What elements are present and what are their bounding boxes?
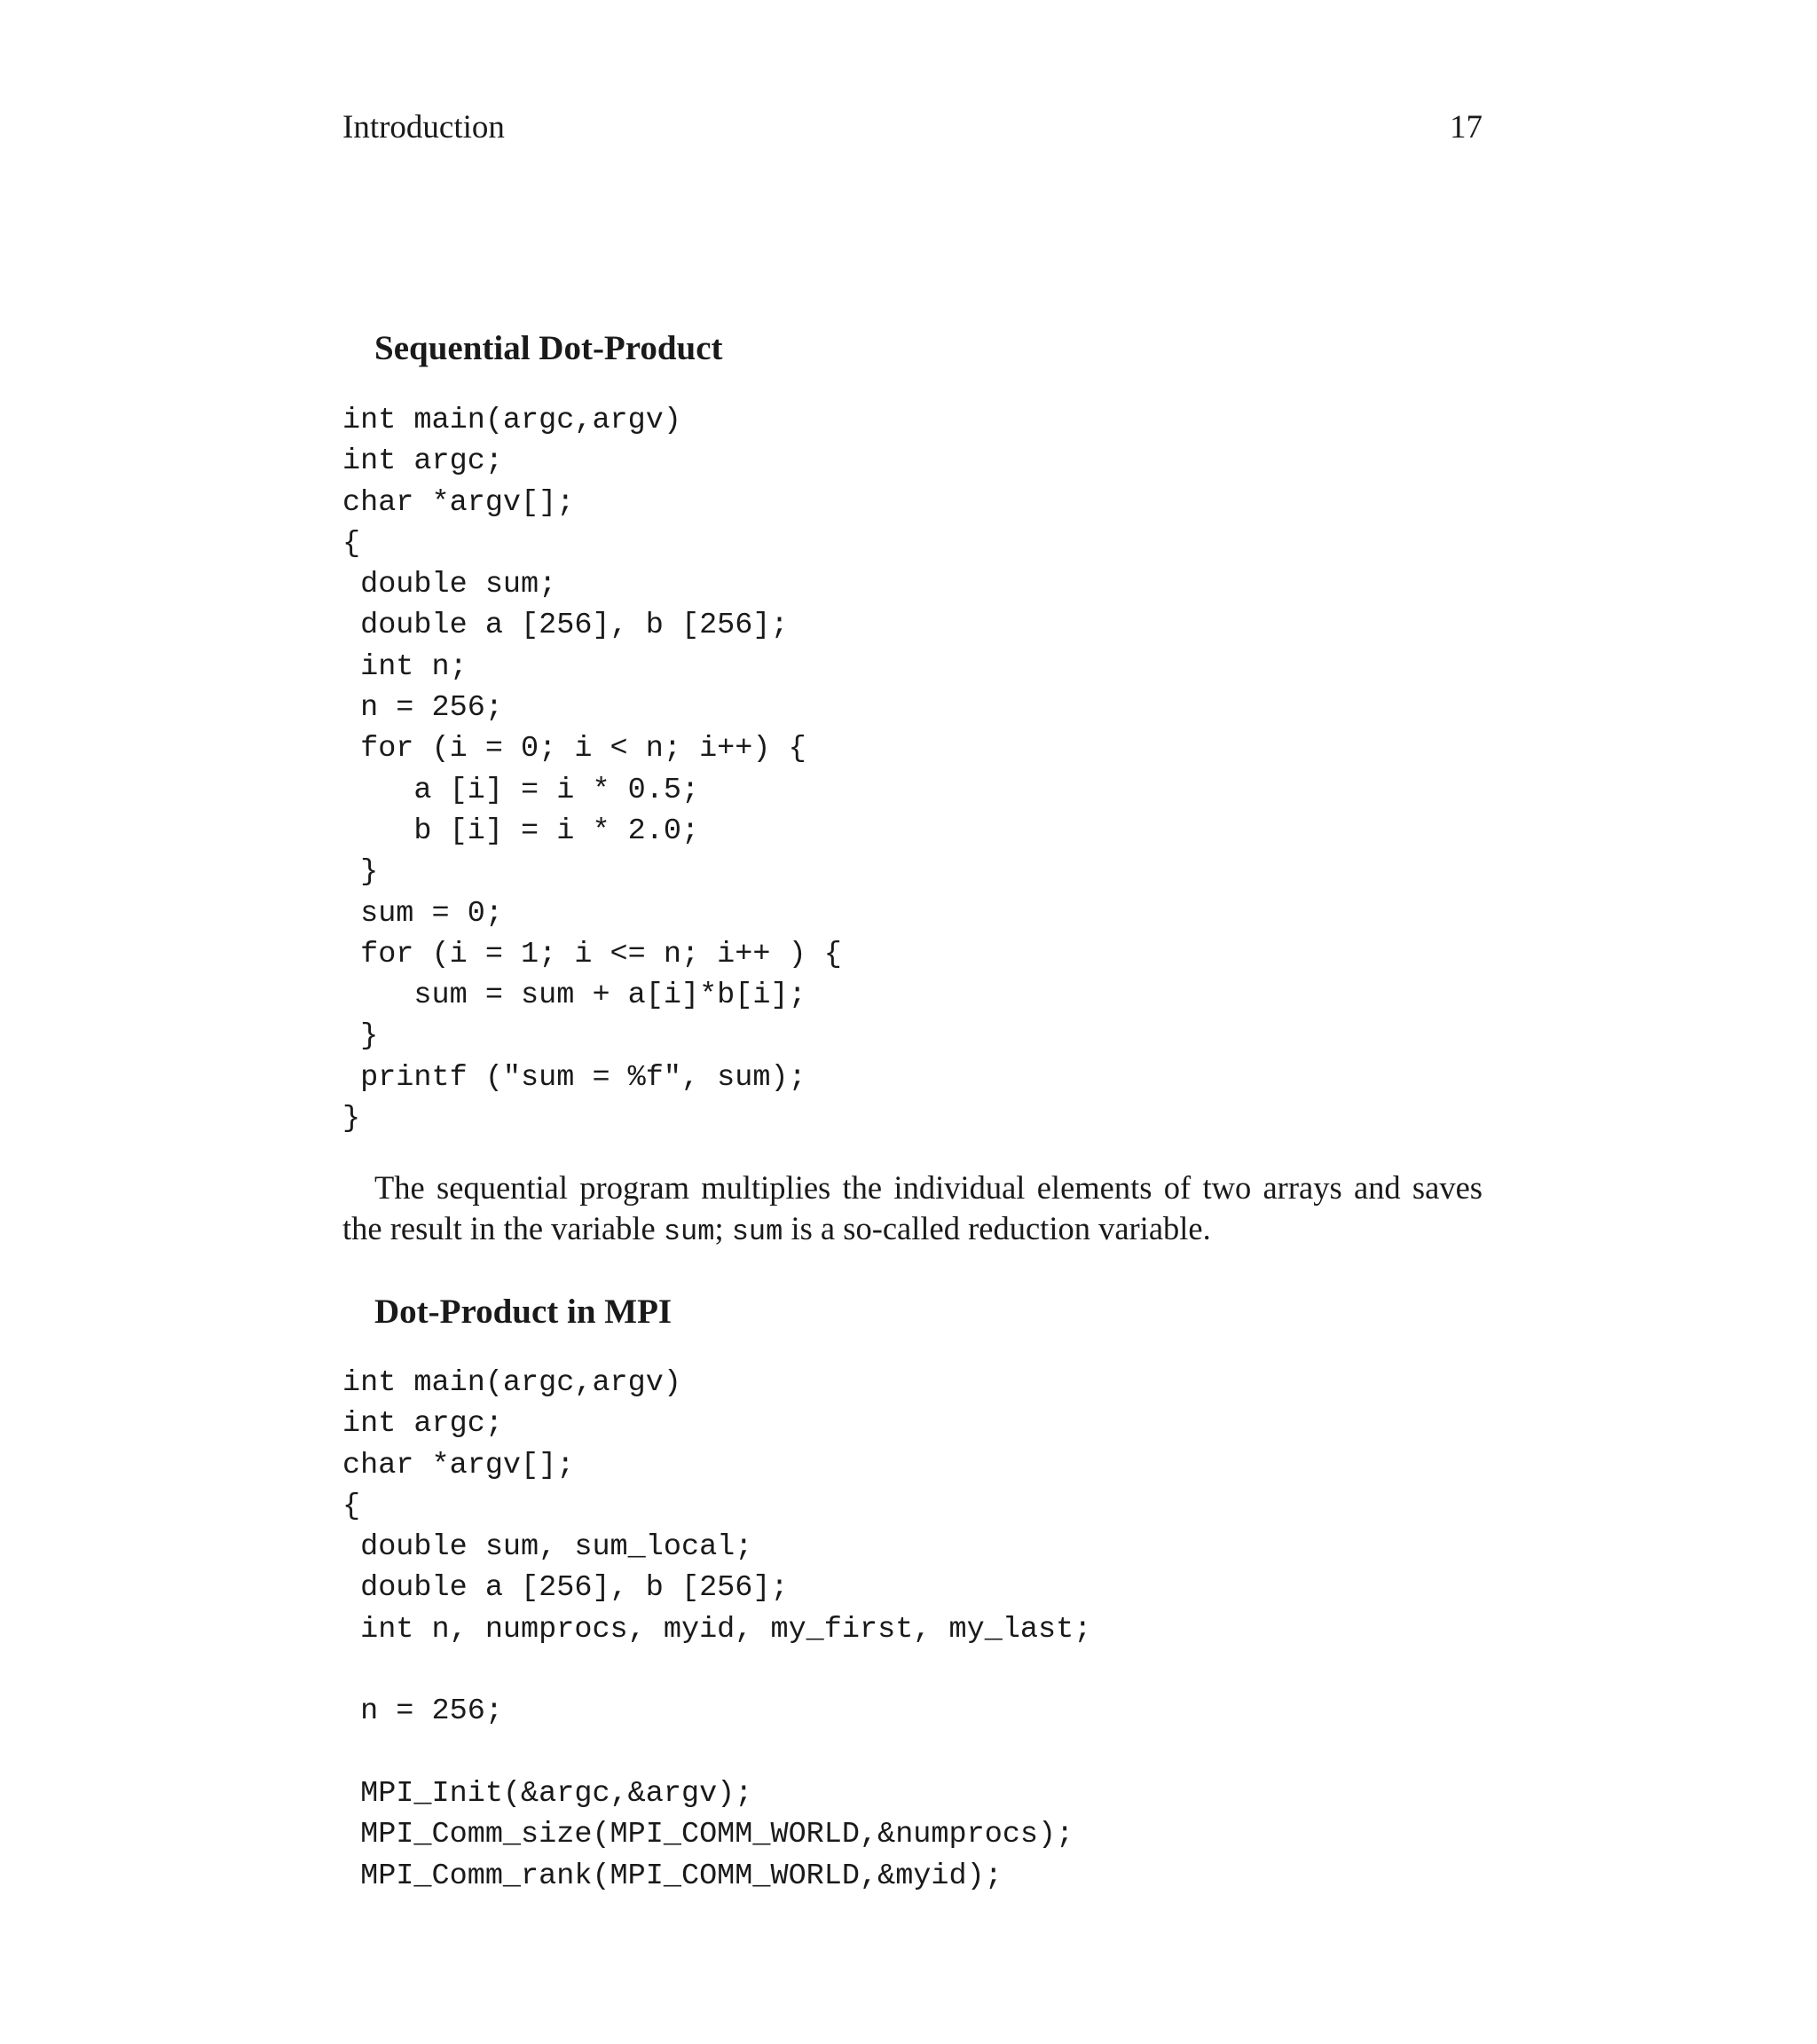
running-head (342, 108, 1483, 153)
code-line: MPI_Init(&argc,&argv); (342, 1776, 753, 1811)
paragraph-text: ; (714, 1210, 732, 1247)
code-line: int argc; (342, 444, 503, 479)
code-listing-mpi (342, 1363, 1091, 1897)
running-title: Introduction (342, 109, 505, 145)
body-paragraph (342, 1167, 1483, 1254)
code-line: n = 256; (342, 1694, 503, 1729)
code-line: char *argv[]; (342, 485, 575, 520)
paragraph-text: is a so-called reduction variable. (783, 1210, 1211, 1247)
code-line: double a [256], b [256]; (342, 609, 789, 643)
code-line: double sum, sum_local; (342, 1530, 753, 1565)
code-line: char *argv[]; (342, 1448, 575, 1482)
code-line: } (342, 1102, 361, 1136)
code-line: int argc; (342, 1407, 503, 1442)
code-line: sum = 0; (342, 896, 503, 931)
code-line: int main(argc,argv) (342, 1366, 681, 1400)
code-line: b [i] = i * 2.0; (342, 814, 700, 848)
section-heading-sequential: Sequential Dot-Product (374, 329, 723, 367)
code-line: } (342, 855, 379, 890)
paragraph-text: The sequential program multiplies the individual elements of two arrays and saves the result in the variable (342, 1169, 1483, 1247)
code-listing-sequential (342, 400, 842, 1139)
code-line: { (342, 1489, 361, 1523)
code-line: sum = sum + a[i]*b[i]; (342, 979, 806, 1013)
inline-code: sum (731, 1215, 783, 1249)
page-number: 17 (1450, 109, 1483, 145)
code-line: double sum; (342, 568, 557, 602)
code-line: double a [256], b [256]; (342, 1571, 789, 1606)
code-line: a [i] = i * 0.5; (342, 773, 700, 807)
section-heading-mpi: Dot-Product in MPI (374, 1293, 673, 1331)
inline-code: sum (663, 1215, 715, 1249)
code-line (342, 1650, 1091, 1691)
code-line (342, 1733, 1091, 1773)
code-line: } (342, 1019, 379, 1054)
code-line: printf ("sum = %f", sum); (342, 1060, 806, 1095)
code-line: for (i = 0; i < n; i++) { (342, 732, 806, 766)
code-line: MPI_Comm_size(MPI_COMM_WORLD,&numprocs); (342, 1818, 1074, 1852)
code-line: { (342, 526, 361, 561)
code-line: int n, numprocs, myid, my_first, my_last; (342, 1612, 1092, 1647)
code-line: MPI_Comm_rank(MPI_COMM_WORLD,&myid); (342, 1859, 1003, 1893)
code-line: n = 256; (342, 691, 503, 726)
code-line: for (i = 1; i <= n; i++ ) { (342, 937, 842, 971)
code-line: int n; (342, 649, 468, 684)
code-line: int main(argc,argv) (342, 404, 681, 437)
